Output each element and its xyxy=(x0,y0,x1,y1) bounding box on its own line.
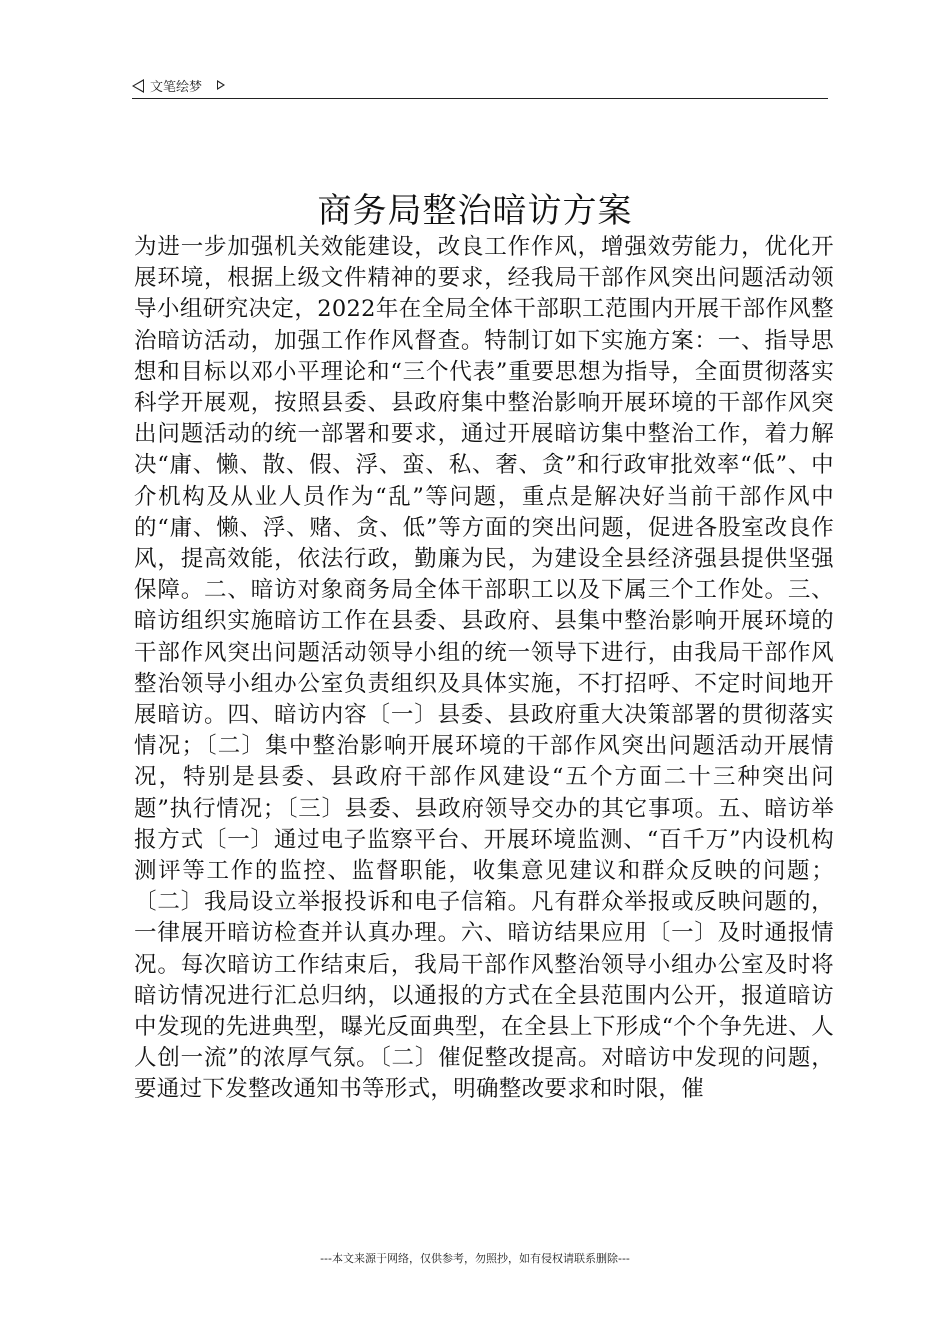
document-body: 为进一步加强机关效能建设，改良工作作风，增强效劳能力，优化开展环境，根据上级文件精神的要求，经我局干部作风突出问题活动领导小组研究决定，2022年在全局全体干部职工范围内开展干部作风整治暗访活动，加强工作作风督查。特制订如下实施方案：一、指导思想和目标以邓小平理论和“三个代表”重要思想为指导，全面贯彻落实科学开展观，按照县委、县政府集中整治影响开展环境的干部作风突出问题活动的统一部署和要求，通过开展暗访集中整治工作，着力解决“庸、懒、散、假、浮、蛮、私、奢、贪”和行政审批效率“低”、中介机构及从业人员作为“乱”等问题，重点是解决好当前干部作风中的“庸、懒、浮、赌、贪、低”等方面的突出问题，促进各股室改良作风，提高效能，依法行政，勤廉为民，为建设全县经济强县提供坚强保障。二、暗访对象商务局全体干部职工以及下属三个工作处。三、暗访组织实施暗访工作在县委、县政府、县集中整治影响开展环境的干部作风突出问题活动领导小组的统一领导下进行，由我局干部作风整治领导小组办公室负责组织及具体实施，不打招呼、不定时间地开展暗访。四、暗访内容〔一〕县委、县政府重大决策部署的贯彻落实情况；〔二〕集中整治影响开展环境的干部作风突出问题活动开展情况，特别是县委、县政府干部作风建设“五个方面二十三种突出问题”执行情况；〔三〕县委、县政府领导交办的其它事项。五、暗访举报方式〔一〕通过电子监察平台、开展环境监测、“百千万”内设机构测评等工作的监控、监督职能，收集意见建议和群众反映的问题；〔二〕我局设立举报投诉和电子信箱。凡有群众举报或反映问题的，一律展开暗访检查并认真办理。六、暗访结果应用〔一〕及时通报情况。每次暗访工作结束后，我局干部作风整治领导小组办公室及时将暗访情况进行汇总归纳，以通报的方式在全县范围内公开，报道暗访中发现的先进典型，曝光反面典型，在全县上下形成“个个争先进、人人创一流”的浓厚气氛。〔二〕催促整改提高。对暗访中发现的问题，要通过下发整改通知书等形式，明确整改要求和时限，催 xyxy=(134,234,834,1103)
header-brand: 文笔绘梦 xyxy=(150,80,203,95)
page-header xyxy=(132,74,828,99)
triangle-left-icon xyxy=(132,79,144,93)
triangle-right-icon xyxy=(217,80,225,90)
footer-notice: ---本文来源于网络，仅供参考，勿照抄，如有侵权请联系删除--- xyxy=(320,1252,630,1265)
document-title: 商务局整治暗访方案 xyxy=(317,191,633,231)
